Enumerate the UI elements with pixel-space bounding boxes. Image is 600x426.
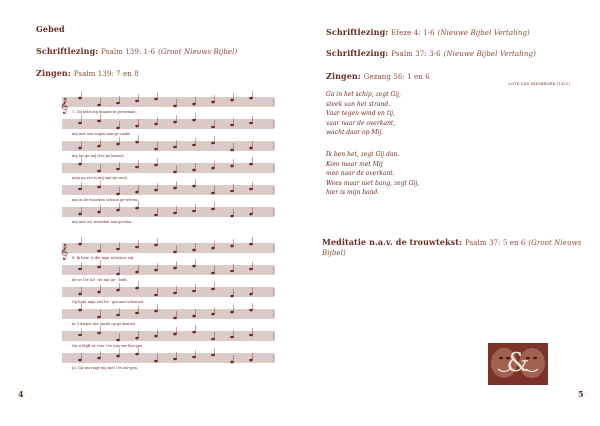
zingen-heading-left: Zingen: Psalm 139: 7 en 8: [36, 68, 139, 78]
note-head: [97, 211, 101, 214]
note-head: [230, 311, 234, 314]
note-head: [154, 189, 158, 192]
lyric-line: mij tot ge-mij-d-te ge-bouwd: [72, 154, 124, 158]
note-head: [230, 361, 234, 364]
note-head: [135, 191, 139, 194]
note-head: [97, 250, 101, 253]
treble-clef-icon: 𝄞: [60, 244, 69, 260]
note-head: [116, 273, 120, 276]
page-number-left: 4: [18, 389, 24, 399]
note-head: [154, 123, 158, 126]
note-head: [116, 339, 120, 342]
note-head: [97, 186, 101, 189]
note-head: [78, 334, 82, 337]
note-head: [78, 122, 82, 125]
note-head: [135, 100, 139, 103]
schriftlezing-heading-left: Schriftlezing: Psalm 139: 1-6 (Groot Nieuws Bijbel): [36, 46, 238, 56]
music-score-verse-7: [62, 92, 276, 232]
note-head: [230, 149, 234, 152]
note-head: [211, 208, 215, 211]
poem-line: mee naar de overkant.: [326, 170, 395, 177]
note-head: [97, 332, 101, 335]
note-head: [173, 292, 177, 295]
note-head: [211, 313, 215, 316]
note-head: [211, 142, 215, 145]
meditatie-heading: Meditatie n.a.v. de trouwtekst: Psalm 37: 5 en 6 (Groot Nieuws Bijbel): [322, 237, 582, 257]
poem-line: hier is mijn band.: [326, 189, 380, 196]
note-head: [230, 295, 234, 298]
note-head: [211, 101, 215, 104]
note-head: [97, 316, 101, 319]
music-staff-svg-1: [62, 92, 276, 232]
lyric-line: mij met uw woorden aan-ge-zien.: [72, 220, 133, 224]
note-head: [116, 248, 120, 251]
note-head: [154, 244, 158, 247]
note-head: [192, 356, 196, 359]
wedding-logo-image: [488, 343, 548, 385]
note-head: [192, 210, 196, 213]
note-head: [116, 289, 120, 292]
note-head: [135, 125, 139, 128]
note-head: [249, 188, 253, 191]
note-head: [249, 163, 253, 166]
note-head: [173, 187, 177, 190]
note-head: [78, 243, 82, 246]
lyric-line: 8. Ik ben! O die mijn schrijver zijt,: [72, 256, 135, 260]
note-head: [230, 245, 234, 248]
note-head: [230, 336, 234, 339]
note-head: [97, 170, 101, 173]
poem-line: Vaar tegen wind en tij,: [326, 110, 395, 117]
note-head: [135, 287, 139, 290]
staff-caption: LOTE VAN BIESBROEK (1921): [508, 82, 570, 86]
note-head: [135, 207, 139, 210]
lyric-line: Nu-u blijft er voor Uw oog ver-bor-gen,: [72, 344, 144, 348]
note-head: [230, 165, 234, 168]
poem-line: Kom maar met Mij: [326, 160, 383, 168]
note-head: [211, 247, 215, 250]
note-head: [173, 333, 177, 336]
note-head: [192, 265, 196, 268]
note-head: [249, 268, 253, 271]
note-head: [116, 143, 120, 146]
poem-line: Wees maar niet bang, zegt Gij,: [326, 179, 420, 187]
note-head: [78, 147, 82, 150]
music-score-verse-8: [62, 238, 276, 378]
note-head: [154, 164, 158, 167]
schriftlezing-source: (Groot Nieuws Bijbel): [158, 48, 238, 56]
note-head: [249, 147, 253, 150]
note-head: [230, 215, 234, 218]
note-head: [211, 338, 215, 341]
note-head: [154, 294, 158, 297]
note-head: [154, 98, 158, 101]
note-head: [135, 337, 139, 340]
note-head: [173, 121, 177, 124]
note-head: [116, 168, 120, 171]
note-head: [154, 214, 158, 217]
note-head: [230, 124, 234, 127]
note-head: [78, 309, 82, 312]
note-head: [97, 145, 101, 148]
poem-stanza-1: [326, 90, 401, 138]
note-head: [249, 122, 253, 125]
schriftlezing-value: Psalm 139: 1-6: [101, 48, 156, 56]
note-head: [78, 163, 82, 166]
note-head: [97, 104, 101, 107]
note-head: [97, 357, 101, 360]
note-head: [249, 213, 253, 216]
zingen-value: Psalm 139: 7 en 8: [73, 70, 139, 78]
note-head: [211, 192, 215, 195]
lyric-line: 7. Gij hebt mij binnen-in gevormde;: [72, 110, 137, 114]
note-head: [154, 310, 158, 313]
note-head: [116, 127, 120, 130]
note-head: [97, 266, 101, 269]
note-head: [249, 97, 253, 100]
note-head: [154, 148, 158, 151]
note-head: [192, 331, 196, 334]
note-head: [192, 315, 196, 318]
note-head: [230, 99, 234, 102]
note-head: [97, 120, 101, 123]
note-head: [230, 190, 234, 193]
note-head: [211, 288, 215, 291]
note-head: [173, 267, 177, 270]
note-head: [173, 171, 177, 174]
note-head: [249, 309, 253, 312]
gebed-heading: Gebed: [36, 24, 65, 34]
note-head: [192, 103, 196, 106]
note-head: [154, 335, 158, 338]
lyric-line: mij met een zegen aan-ge-raakt,: [72, 132, 131, 136]
note-head: [173, 358, 177, 361]
note-head: [135, 141, 139, 144]
note-head: [116, 193, 120, 196]
lyric-line: mijn na-ree is mij aan-ge-roed,: [72, 176, 128, 180]
lyric-line: in 't diepst der aarde op-ge-bouwd,: [72, 322, 136, 326]
note-head: [78, 97, 82, 100]
note-head: [249, 359, 253, 362]
note-head: [211, 272, 215, 275]
note-head: [173, 105, 177, 108]
note-head: [173, 317, 177, 320]
note-head: [211, 167, 215, 170]
note-head: [192, 144, 196, 147]
note-head: [135, 246, 139, 249]
note-head: [249, 334, 253, 337]
lyric-line: mij in de woorden schoon ge-weven,: [72, 198, 139, 202]
note-head: [192, 169, 196, 172]
note-head: [249, 243, 253, 246]
note-head: [211, 354, 215, 357]
ampersand-icon: &: [506, 348, 530, 378]
poem-line: wacht daar op Mij.: [326, 129, 384, 136]
note-head: [116, 355, 120, 358]
poem-stanza-2: [326, 150, 419, 198]
note-head: [154, 269, 158, 272]
note-head: [78, 213, 82, 216]
treble-clef-icon: 𝄞: [60, 98, 69, 114]
note-head: [173, 251, 177, 254]
note-head: [116, 314, 120, 317]
schriftlezing-heading-right-1: Schriftlezing: Efeze 4: 1-6 (Nieuwe Bijbel Vertaling): [326, 27, 530, 37]
note-head: [230, 270, 234, 273]
poem-line: Ga in het schip, zegt Gij,: [326, 91, 401, 98]
note-head: [116, 102, 120, 105]
note-head: [135, 166, 139, 169]
note-head: [135, 271, 139, 274]
note-head: [154, 360, 158, 363]
note-head: [249, 293, 253, 296]
zingen-heading-right: Zingen: Gezang 56: 1 en 6: [326, 71, 430, 81]
poem-line: Ik ben het, zegt Gij dan.: [326, 151, 400, 158]
note-head: [192, 185, 196, 188]
note-head: [97, 291, 101, 294]
right-page: [300, 0, 600, 426]
note-head: [135, 353, 139, 356]
note-head: [135, 312, 139, 315]
note-head: [116, 209, 120, 212]
note-head: [173, 212, 177, 215]
music-staff-svg-2: [62, 238, 276, 378]
schriftlezing-heading-right-2: Schriftlezing: Psalm 37: 3-6 (Nieuwe Bijbel Vertaling): [326, 48, 536, 58]
note-head: [173, 146, 177, 149]
note-head: [211, 126, 215, 129]
note-head: [78, 188, 82, 191]
note-head: [192, 119, 196, 122]
note-head: [192, 249, 196, 252]
lyric-line: Gij hebt mijn ziel be - gin aan-schouwd,: [72, 300, 145, 304]
lyric-line: Ja, Gij om-ringt mij met Uw zor-gen.: [72, 366, 139, 370]
page-number-right: 5: [578, 389, 584, 399]
poem-line: vaar naar de overkant,: [326, 119, 396, 127]
note-head: [192, 290, 196, 293]
note-head: [78, 293, 82, 296]
note-head: [78, 359, 82, 362]
poem-line: steek van het strand.: [326, 100, 391, 108]
lyric-line: de-ze Uw lof - de mij ge - leidt,: [72, 278, 128, 282]
note-head: [78, 268, 82, 271]
